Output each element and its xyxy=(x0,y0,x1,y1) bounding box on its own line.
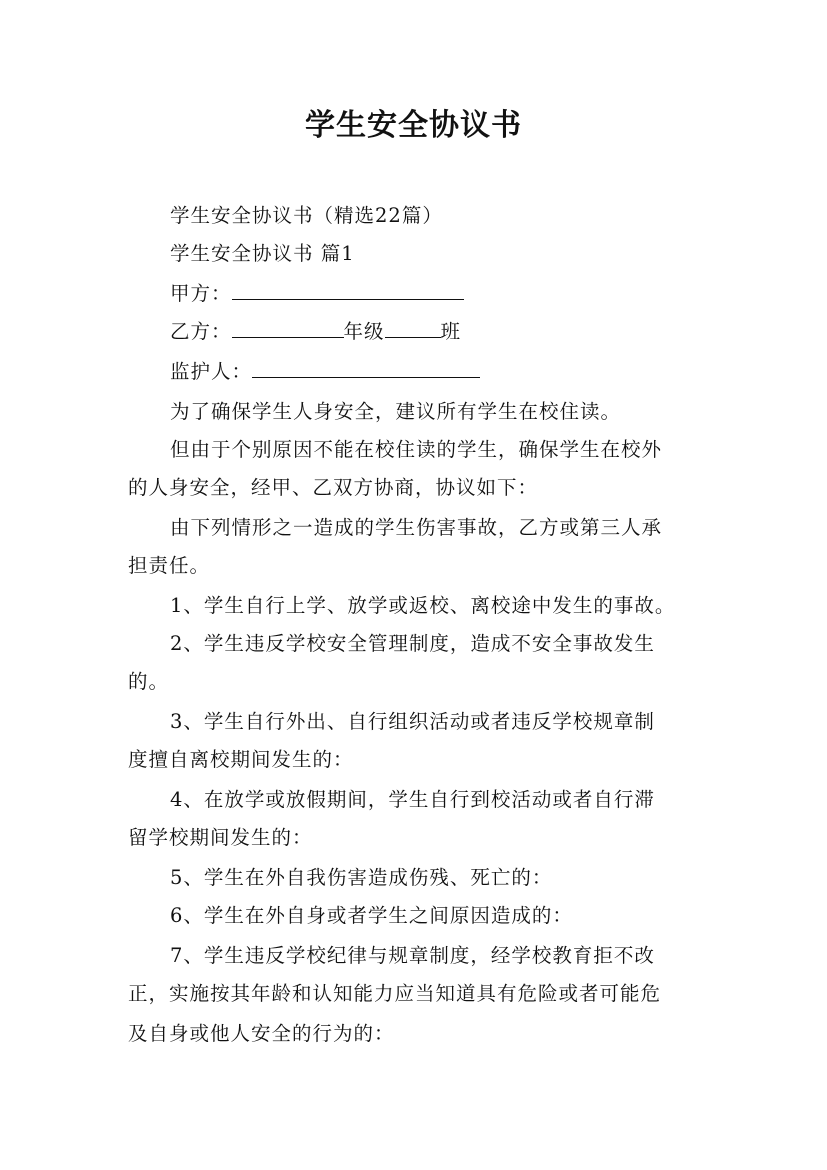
list-item: 7、学生违反学校纪律与规章制度，经学校教育拒不改 xyxy=(170,944,655,967)
list-item-continuation: 度擅自离校期间发生的： xyxy=(128,748,354,771)
party-b-blank xyxy=(232,319,344,338)
document-title: 学生安全协议书 xyxy=(305,108,522,143)
list-item-continuation: 留学校期间发生的： xyxy=(128,826,313,849)
party-a-blank xyxy=(232,281,464,300)
class-label: 班 xyxy=(440,320,462,343)
list-item: 4、在放学或放假期间，学生自行到校活动或者自行滞 xyxy=(170,788,655,811)
list-item-continuation: 及自身或他人安全的行为的： xyxy=(128,1022,395,1045)
document-subtitle: 学生安全协议书（精选22篇） xyxy=(170,204,443,227)
paragraph-line: 担责任。 xyxy=(128,554,211,577)
list-item: 1、学生自行上学、放学或返校、离校途中发生的事故。 xyxy=(170,594,676,617)
list-item: 5、学生在外自我伤害造成伤残、死亡的： xyxy=(170,866,553,889)
guardian-label: 监护人： xyxy=(170,360,253,383)
paragraph-line: 的人身安全，经甲、乙双方协商，协议如下： xyxy=(128,476,539,499)
paragraph-line: 但由于个别原因不能在校住读的学生，确保学生在校外 xyxy=(170,438,663,461)
paragraph-line: 由下列情形之一造成的学生伤害事故，乙方或第三人承 xyxy=(170,516,663,539)
party-a-line xyxy=(170,278,464,306)
paragraph-line: 为了确保学生人身安全，建议所有学生在校住读。 xyxy=(170,400,622,423)
guardian-blank xyxy=(252,359,480,378)
party-b-line xyxy=(170,316,461,344)
list-item: 3、学生自行外出、自行组织活动或者违反学校规章制 xyxy=(170,710,655,733)
party-b-label: 乙方： xyxy=(170,320,232,343)
list-item-continuation: 的。 xyxy=(128,670,170,693)
list-item-continuation: 正，实施按其年龄和认知能力应当知道具有危险或者可能危 xyxy=(128,982,662,1005)
grade-label: 年级 xyxy=(343,320,385,343)
party-a-label: 甲方： xyxy=(170,282,232,305)
grade-blank xyxy=(385,319,441,338)
list-item: 2、学生违反学校安全管理制度，造成不安全事故发生 xyxy=(170,632,655,655)
list-item: 6、学生在外自身或者学生之间原因造成的： xyxy=(170,904,573,927)
guardian-line xyxy=(170,356,480,384)
section-heading: 学生安全协议书 篇1 xyxy=(170,242,355,265)
